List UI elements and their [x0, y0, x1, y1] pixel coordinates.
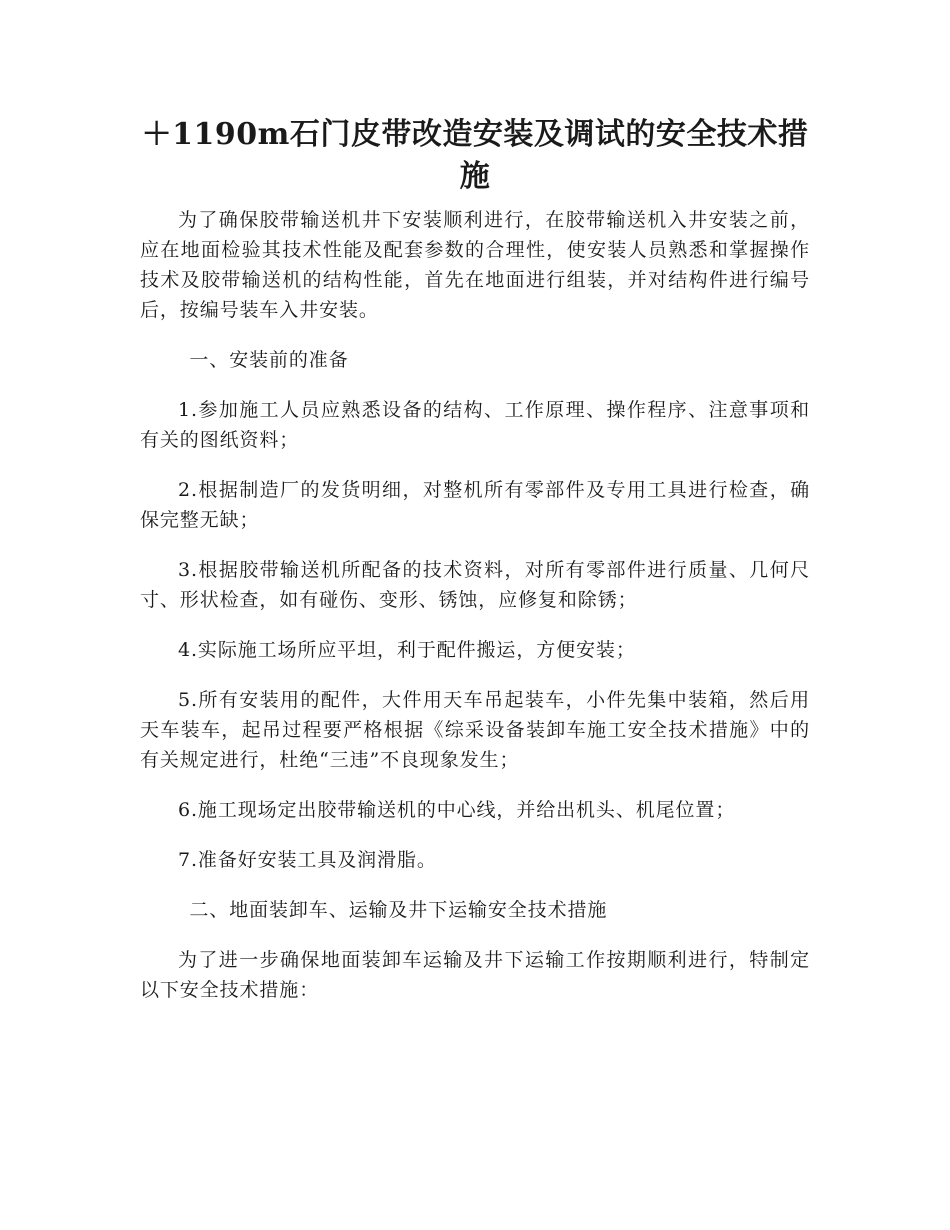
document-body [140, 205, 810, 1025]
list-item-1: 1.参加施工人员应熟悉设备的结构、工作原理、操作程序、注意事项和有关的图纸资料； [140, 399, 810, 451]
section-2-intro-paragraph: 为了进一步确保地面装卸车运输及井下运输工作按期顺利进行，特制定以下安全技术措施： [140, 949, 810, 1001]
list-item-4: 4.实际施工场所应平坦，利于配件搬运，方便安装； [178, 639, 636, 661]
section-heading-2: 二、地面装卸车、运输及井下运输安全技术措施 [189, 899, 608, 921]
list-item-3: 3.根据胶带输送机所配备的技术资料，对所有零部件进行质量、几何尺寸、形状检查，如有碰伤、变形、锈蚀，应修复和除锈； [140, 559, 810, 611]
list-item-5: 5.所有安装用的配件，大件用天车吊起装车，小件先集中装箱，然后用天车装车，起吊过程要严格根据《综采设备装卸车施工安全技术措施》中的有关规定进行，杜绝“三违”不良现象发生； [140, 689, 810, 771]
list-item-2: 2.根据制造厂的发货明细，对整机所有零部件及专用工具进行检查，确保完整无缺； [140, 479, 810, 531]
section-heading-1: 一、安装前的准备 [189, 349, 349, 371]
document-title: ＋1190m石门皮带改造安装及调试的安全技术措施 [141, 117, 809, 194]
intro-paragraph: 为了确保胶带输送机井下安装顺利进行，在胶带输送机入井安装之前，应在地面检验其技术性能及配套参数的合理性，使安装人员熟悉和掌握操作技术及胶带输送机的结构性能，首先在地面进行组装，并对结构件进行编号后，按编号装车入井安装。 [140, 209, 810, 321]
list-item-6: 6.施工现场定出胶带输送机的中心线，并给出机头、机尾位置； [178, 799, 736, 821]
list-item-7: 7.准备好安装工具及润滑脂。 [178, 849, 437, 871]
